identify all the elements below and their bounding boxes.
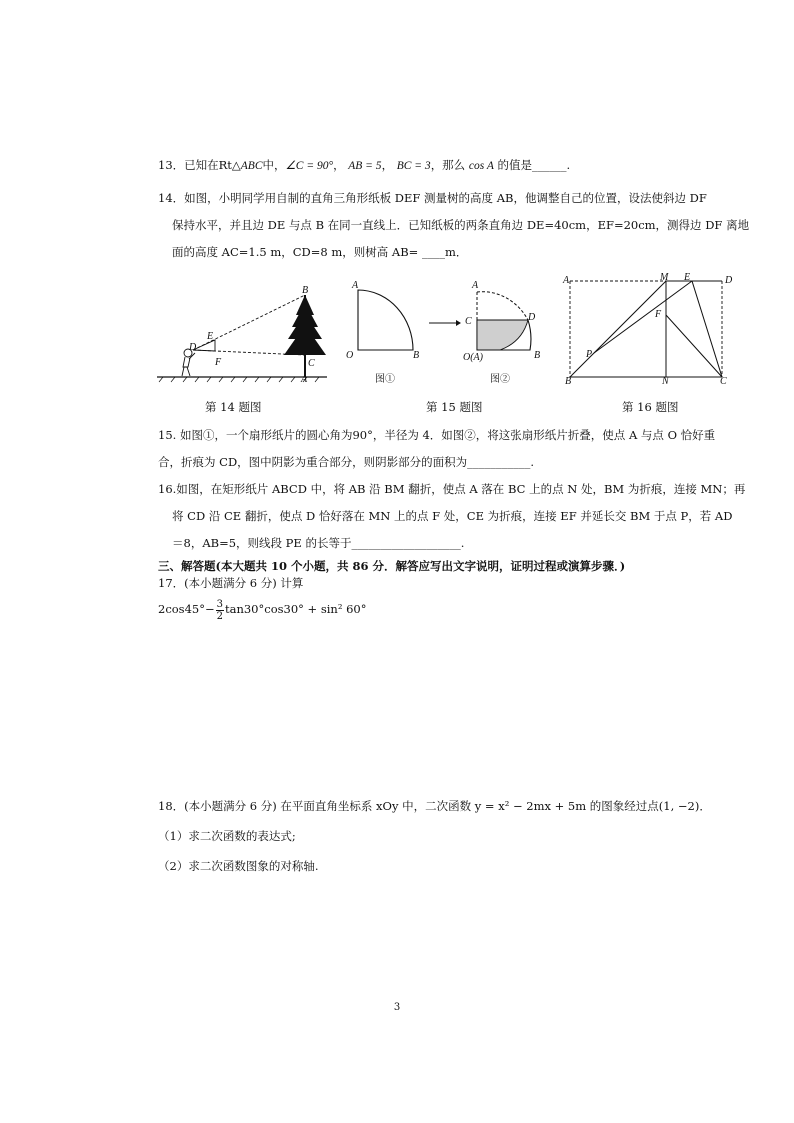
fig16-label-f: F	[655, 309, 662, 320]
figure-14	[155, 283, 330, 383]
figure-16	[560, 273, 740, 385]
q13-sep1: ，	[333, 158, 345, 172]
boy-icon	[182, 349, 195, 376]
fig15-1-label-b: B	[413, 350, 420, 361]
arrow-right-icon	[428, 318, 462, 328]
folded-arc-dashed	[477, 292, 528, 320]
fig15-caption-2: 图②	[490, 374, 510, 385]
q16-line-2: 将 CD 沿 CE 翻折，使点 D 恰好落在 MN 上的点 F 处，CE 为折痕，连接 EF 并延长交 BM 于点 P，若 AD	[172, 509, 733, 523]
tree-icon	[284, 295, 326, 377]
shaded-overlap	[477, 320, 528, 350]
section-3-heading: 三、解答题(本大题共 10 个小题，共 86 分．解答应写出文字说明，证明过程或演算步骤．)	[158, 559, 626, 573]
q13-text-pre: 13．已知在Rt△	[158, 158, 241, 172]
fig14-label-e: E	[207, 331, 214, 342]
q18-part-2: （2）求二次函数图象的对称轴.	[158, 859, 319, 873]
q16-line-1: 16.如图，在矩形纸片 ABCD 中，将 AB 沿 BM 翻折，使点 A 落在 BC 上的点 N 处，BM 为折痕，连接 MN；再	[158, 482, 746, 496]
q13-bc: BC = 3	[396, 160, 431, 172]
fig15-1-label-o: O	[346, 350, 354, 361]
q17-expression	[158, 594, 366, 624]
q13-text-end: 的值是______.	[497, 158, 571, 172]
q15-line-2: 合，折痕为 CD，图中阴影为重合部分，则阴影部分的面积为___________.	[158, 455, 535, 469]
fig15-2-label-c: C	[465, 316, 472, 327]
q17-head: 17．(本小题满分 6 分) 计算	[158, 576, 304, 590]
fig16-label-d: D	[725, 275, 733, 286]
segment-bm	[570, 281, 666, 377]
fig14-label-a: A	[301, 374, 308, 383]
q18-part-1: （1）求二次函数的表达式;	[158, 829, 296, 843]
q14-line-1: 14．如图，小明同学用自制的直角三角形纸板 DEF 测量树的高度 AB，他调整自己的位置，设法使斜边 DF	[158, 191, 707, 205]
q13-line	[158, 157, 570, 174]
fig16-caption: 第 16 题图	[622, 400, 679, 414]
fig15-caption: 第 15 题图	[426, 400, 483, 414]
q17-expr-a: 2cos45°−	[158, 602, 215, 616]
q17-frac-num: 3	[216, 598, 223, 610]
q16-line-3: ＝8，AB=5，则线段 PE 的长等于___________________.	[172, 536, 465, 550]
segment-ce	[692, 281, 722, 377]
q13-ab: AB = 5	[348, 160, 382, 172]
fig14-label-b: B	[302, 285, 309, 296]
fig15-caption-1: 图①	[375, 374, 395, 385]
fig14-label-c: C	[308, 358, 315, 369]
fig15-2-label-a: A	[472, 280, 479, 291]
q13-angle: ∠C = 90°	[285, 160, 334, 172]
fig14-label-f: F	[215, 357, 222, 368]
fig15-2-label-d: D	[528, 312, 536, 323]
q13-triangle: ABC	[240, 160, 263, 172]
fig15-1-label-a: A	[352, 280, 359, 291]
fig16-label-m: M	[660, 273, 669, 283]
q13-sep2: ，	[381, 158, 394, 172]
q13-text-mid2: ，那么	[430, 158, 466, 172]
fig16-label-a: A	[563, 275, 570, 286]
fig14-label-d: D	[189, 342, 197, 353]
segment-pe	[594, 281, 692, 353]
q14-line-3: 面的高度 AC=1.5 m，CD=8 m，则树高 AB= ____m．	[172, 245, 468, 259]
figure-15-2	[460, 280, 550, 386]
fig15-2-label-b: B	[534, 350, 541, 361]
fig16-label-c: C	[720, 376, 727, 385]
q13-text-mid: 中，	[262, 158, 286, 172]
fig15-2-label-oa: O(A)	[463, 352, 483, 363]
q17-expr-b: tan30°cos30° + sin² 60°	[224, 602, 367, 616]
q17-fraction	[216, 599, 224, 622]
sector-shape	[358, 290, 413, 350]
q14-line-2: 保持水平，并且边 DE 与点 B 在同一直线上．已知纸板的两条直角边 DE=40cm，EF=20cm，测得边 DF 离地	[172, 218, 750, 232]
segment-cf	[666, 315, 722, 377]
page-number: 3	[393, 1002, 401, 1013]
fig16-label-b: B	[565, 376, 572, 385]
q18-head: 18．(本小题满分 6 分) 在平面直角坐标系 xOy 中，二次函数 y = x² − 2mx + 5m 的图象经过点(1, −2)．	[158, 799, 711, 813]
fig16-label-n: N	[662, 376, 669, 385]
fig16-label-e: E	[684, 273, 691, 283]
fig16-label-p: P	[586, 349, 593, 360]
fig14-caption: 第 14 题图	[205, 400, 262, 414]
figure-15-1	[343, 280, 428, 386]
q17-frac-den: 2	[216, 610, 223, 622]
q13-cos: cos A	[468, 160, 494, 172]
q15-line-1: 15. 如图①，一个扇形纸片的圆心角为90°，半径为 4．如图②，将这张扇形纸片折叠，使点 A 与点 O 恰好重	[158, 428, 716, 442]
